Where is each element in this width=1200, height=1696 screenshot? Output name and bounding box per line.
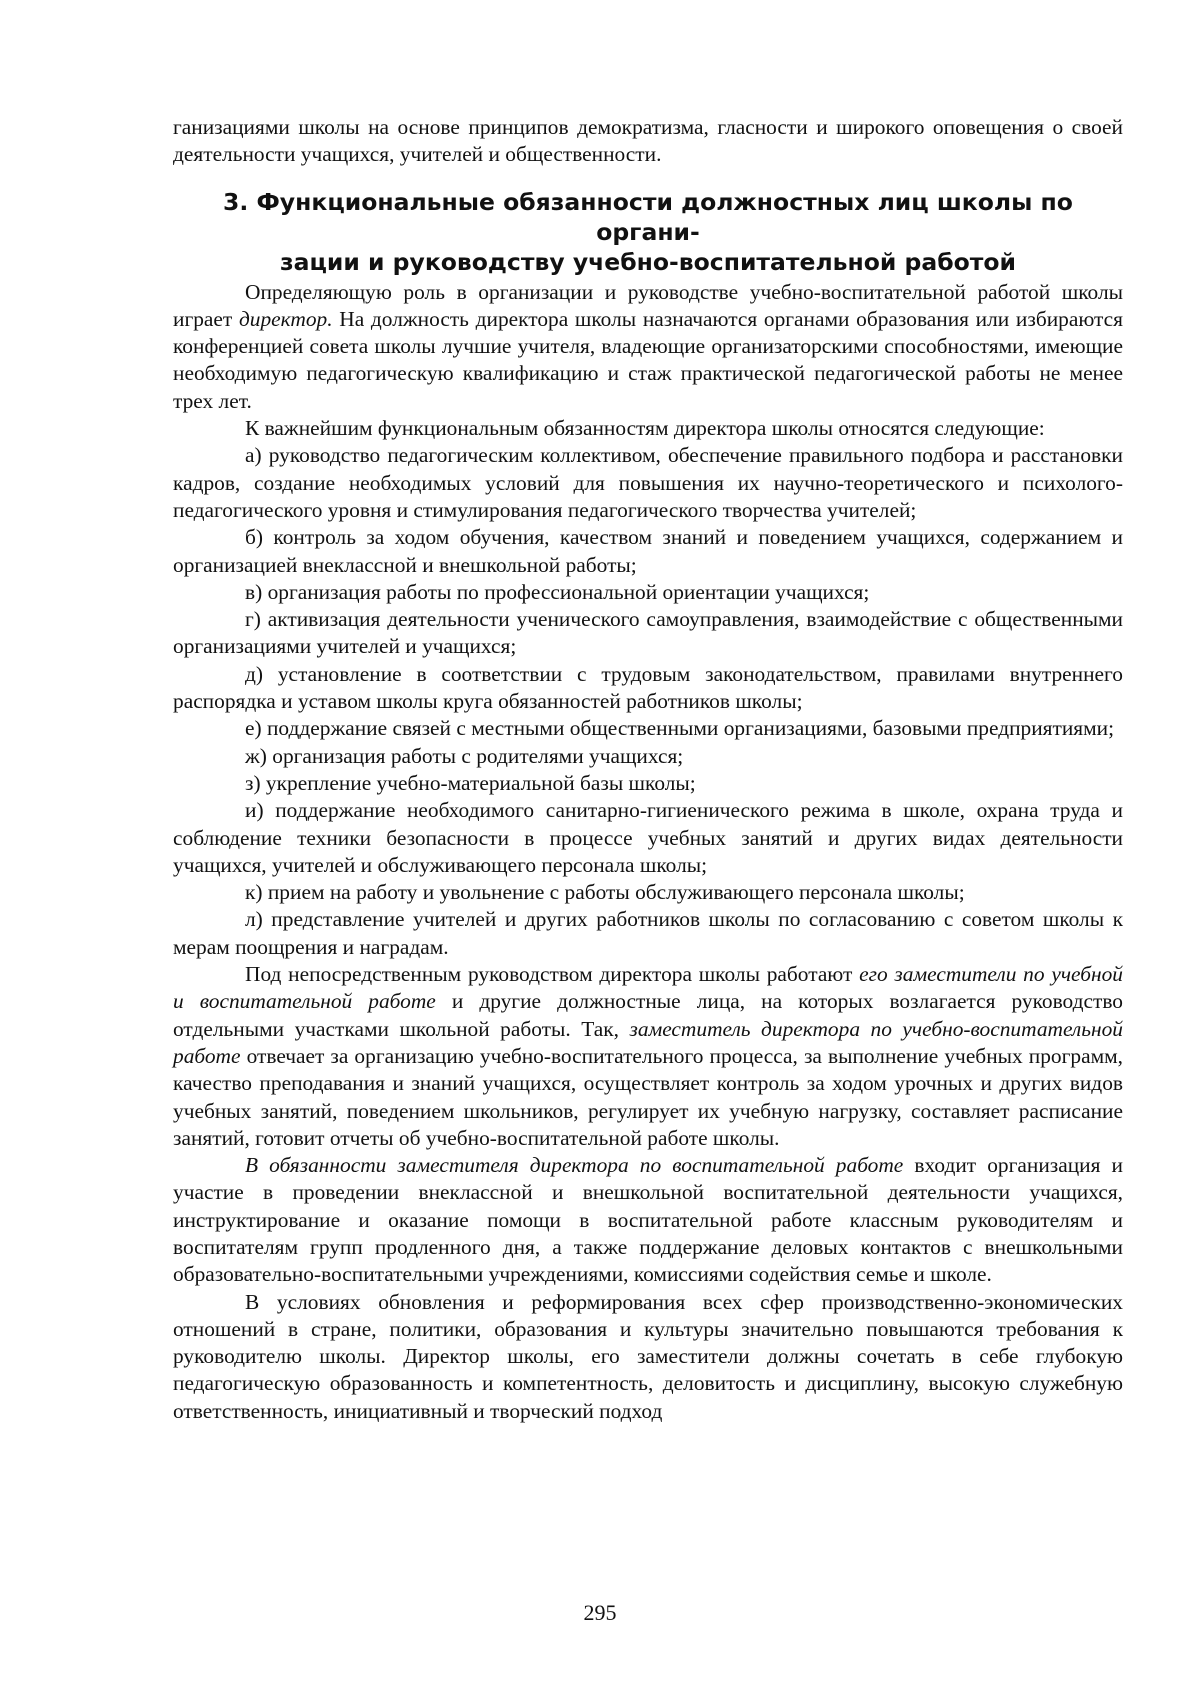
duty-item-l: л) представление учителей и других работников школы по согласованию с советом школы к мерам поощрения и наградам.: [173, 907, 1123, 959]
section-heading-line-1: 3. Функциональные обязанности должностных лиц школы по органи-: [223, 187, 1073, 246]
section-heading: [185, 187, 1111, 277]
duty-item-z: з) укрепление учебно-материальной базы школы;: [245, 770, 696, 795]
intro-fragment: ганизациями школы на основе принципов демократизма, гласности и широкого оповещения о своей деятельности учащихся, учителей и общественности.: [173, 115, 1123, 167]
document-page: [173, 114, 1123, 1425]
duty-item-d: д) установление в соответствии с трудовым законодательством, правилами внутреннего распорядка и уставом школы круга обязанностей работников школы;: [173, 661, 1123, 714]
duty-item-i: и) поддержание необходимого санитарно-гигиенического режима в школе, охрана труда и соблюдение техники безопасности в процессе учебных занятий и других видах деятельности учащихся, учителей и обслуживающего персонала школы;: [173, 798, 1123, 877]
text-span: Определяющую роль в организации и руководстве учебно-воспитательной работой школы играет: [173, 279, 1123, 331]
duty-item-a: а) руководство педагогическим коллективом, обеспечение правильного подбора и расстановки кадров, создание необходимых условий для повышения их научно-теоретического и психолого-педагогического уровня и стимулирования педагогического творчества учителей;: [173, 443, 1123, 522]
duty-item-e: е) поддержание связей с местными общественными организациями, базовыми предприятиями;: [245, 716, 1115, 741]
duty-item-b: б) контроль за ходом обучения, качеством знаний и поведением учащихся, содержанием и организацией внеклассной и внешкольной работы;: [173, 525, 1123, 577]
emphasis-deputies: его заместители по учебной и воспитательной работе: [173, 962, 1123, 1014]
text-span: Под непосредственным руководством директора школы работают: [245, 962, 860, 987]
emphasis-deputy-upbringing: В обязанности заместителя директора по воспитательной работе: [245, 1153, 904, 1178]
text-span: входит организация и участие в проведении внеклассной и внешкольной воспитательной деятельности учащихся, инструктирование и оказание помощи в воспитательной работе классным руководителям и воспитателям групп продленного дня, а также поддержание деловых контактов с внешкольными образовательно-воспитательными учреждениями, комиссиями содействия семье и школе.: [173, 1153, 1123, 1287]
emphasis-director: директор.: [238, 306, 333, 331]
duty-item-k: к) прием на работу и увольнение с работы обслуживающего персонала школы;: [245, 880, 965, 905]
emphasis-deputy-educational: заместитель директора по учебно-воспитательной работе: [173, 1016, 1123, 1068]
paragraph-duties-intro: К важнейшим функциональным обязанностям директора школы относятся следующие:: [245, 416, 1045, 441]
duty-item-v: в) организация работы по профессиональной ориентации учащихся;: [245, 579, 870, 604]
duty-item-zh: ж) организация работы с родителями учащихся;: [245, 743, 684, 768]
text-span: отвечает за организацию учебно-воспитательного процесса, за выполнение учебных программ, качество преподавания и знаний учащихся, осуществляет контроль за ходом урочных и других видов учебных занятий, поведением школьников, регулирует их учебную нагрузку, составляет расписание занятий, готовит отчеты об учебно-воспитательной работе школы.: [173, 1043, 1123, 1150]
duty-item-g: г) активизация деятельности ученического самоуправления, взаимодействие с общественными организациями учителей и учащихся;: [173, 607, 1123, 659]
text-span: и другие должностные лица, на которых возлагается руководство отдельными участками школьной работы. Так,: [173, 989, 1123, 1041]
paragraph-deputies: [173, 961, 1123, 1152]
paragraph-requirements: В условиях обновления и реформирования всех сфер производственно-экономических отношений в стране, политики, образования и культуры значительно повышаются требования к руководителю школы. Директор школы, его заместители должны сочетать в себе глубокую педагогическую образованность и компетентность, деловитость и дисциплину, высокую служебную ответственность, инициативный и творческий подход: [173, 1289, 1123, 1423]
paragraph-director-role: [173, 279, 1123, 415]
section-heading-line-2: зации и руководству учебно-воспитательной работой: [279, 247, 1017, 276]
paragraph-deputy-upbringing: [173, 1152, 1123, 1288]
text-span: На должность директора школы назначаются органами образования или избираются конференцией совета школы лучшие учителя, владеющие организаторскими способностями, имеющие необходимую педагогическую квалификацию и стаж практической педагогической работы не менее трех лет.: [173, 306, 1123, 413]
page-number: 295: [583, 1600, 617, 1625]
